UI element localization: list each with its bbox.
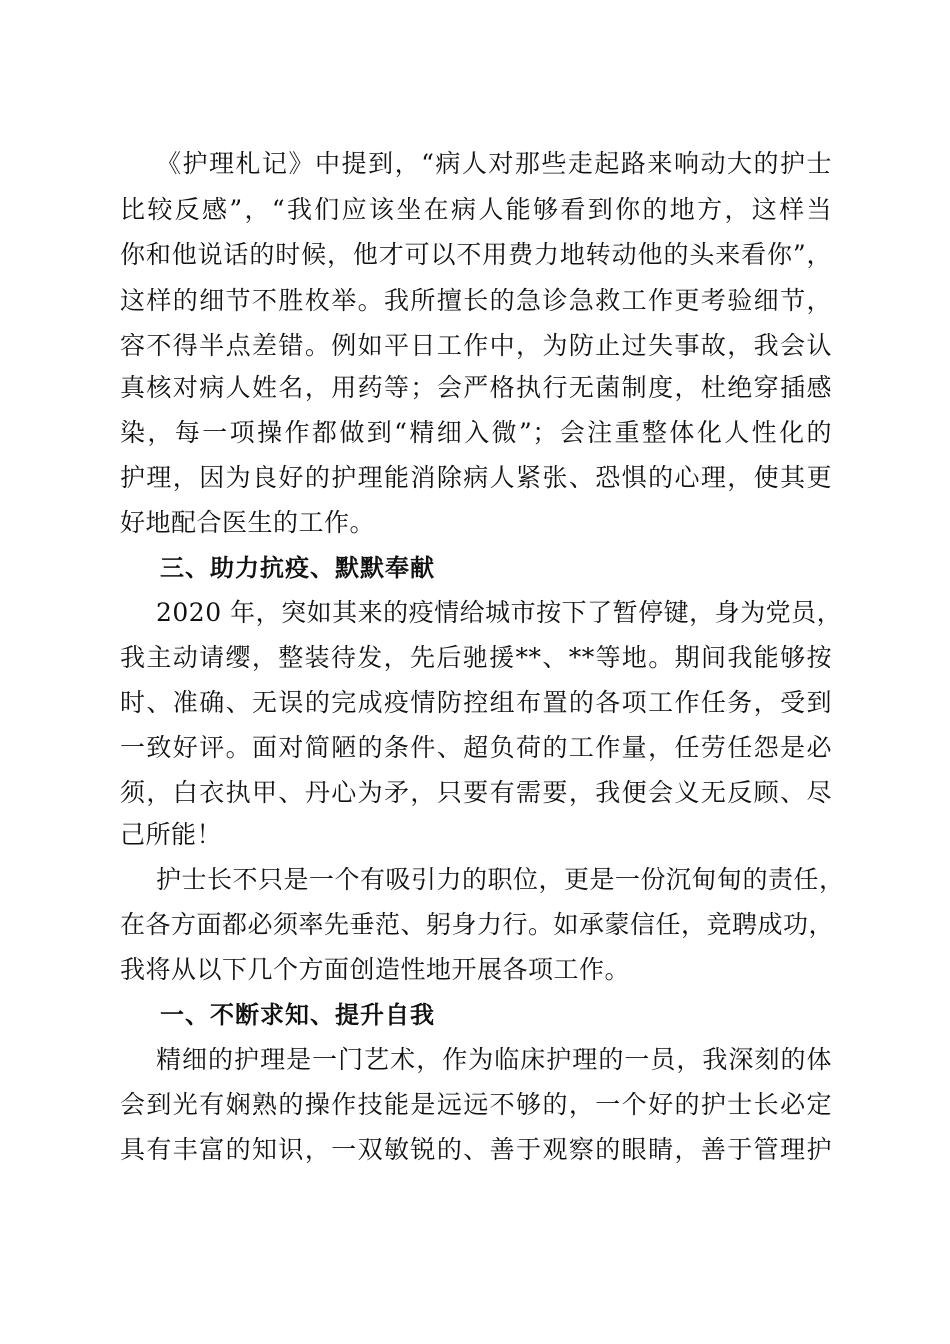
text-line: 2020 年，突如其来的疫情给城市按下了暂停键，身为党员， <box>156 598 843 627</box>
text-line: 时、准确、无误的完成疫情防控组布置的各项工作任务，受到 <box>120 688 832 717</box>
text-line: 这样的细节不胜枚举。我所擅长的急诊急救工作更考验细节， <box>120 286 832 315</box>
text-line: 《护理札记》中提到，“病人对那些走起路来响动大的护士 <box>156 149 832 178</box>
section-heading: 一、不断求知、提升自我 <box>160 1001 435 1029</box>
text-line: 在各方面都必须率先垂范、躬身力行。如承蒙信任，竞聘成功， <box>120 910 835 939</box>
text-line: 护理，因为良好的护理能消除病人紧张、恐惧的心理，使其更 <box>120 463 832 492</box>
text-line: 精细的护理是一门艺术，作为临床护理的一员，我深刻的体 <box>156 1045 832 1074</box>
text-line: 真核对病人姓名，用药等；会严格执行无菌制度，杜绝穿插感 <box>120 373 832 402</box>
text-line: 会到光有娴熟的操作技能是远远不够的，一个好的护士长必定 <box>120 1090 832 1119</box>
text-line: 好地配合医生的工作。 <box>120 508 376 537</box>
text-line: 比较反感”，“我们应该坐在病人能够看到你的地方，这样当 <box>120 195 832 224</box>
text-line: 己所能！ <box>120 820 223 849</box>
text-line: 一致好评。面对简陋的条件、超负荷的工作量，任劳任怨是必 <box>120 733 832 762</box>
text-line: 具有丰富的知识，一双敏锐的、善于观察的眼睛，善于管理护 <box>120 1135 832 1164</box>
text-line: 护士长不只是一个有吸引力的职位，更是一份沉甸甸的责任， <box>156 865 845 894</box>
text-line: 容不得半点差错。例如平日工作中，为防止过失事故，我会认 <box>120 331 832 360</box>
text-line: 你和他说话的时候，他才可以不用费力地转动他的头来看你”， <box>120 240 832 269</box>
text-line: 我主动请缨，整装待发，先后驰援**、**等地。期间我能够按 <box>120 643 832 672</box>
text-line: 我将从以下几个方面创造性地开展各项工作。 <box>120 955 631 984</box>
text-line: 须，白衣执甲、丹心为矛，只要有需要，我便会义无反顾、尽 <box>120 778 832 807</box>
section-heading: 三、助力抗疫、默默奉献 <box>160 554 435 582</box>
text-line: 染，每一项操作都做到“精细入微”；会注重整体化人性化的 <box>120 418 832 447</box>
